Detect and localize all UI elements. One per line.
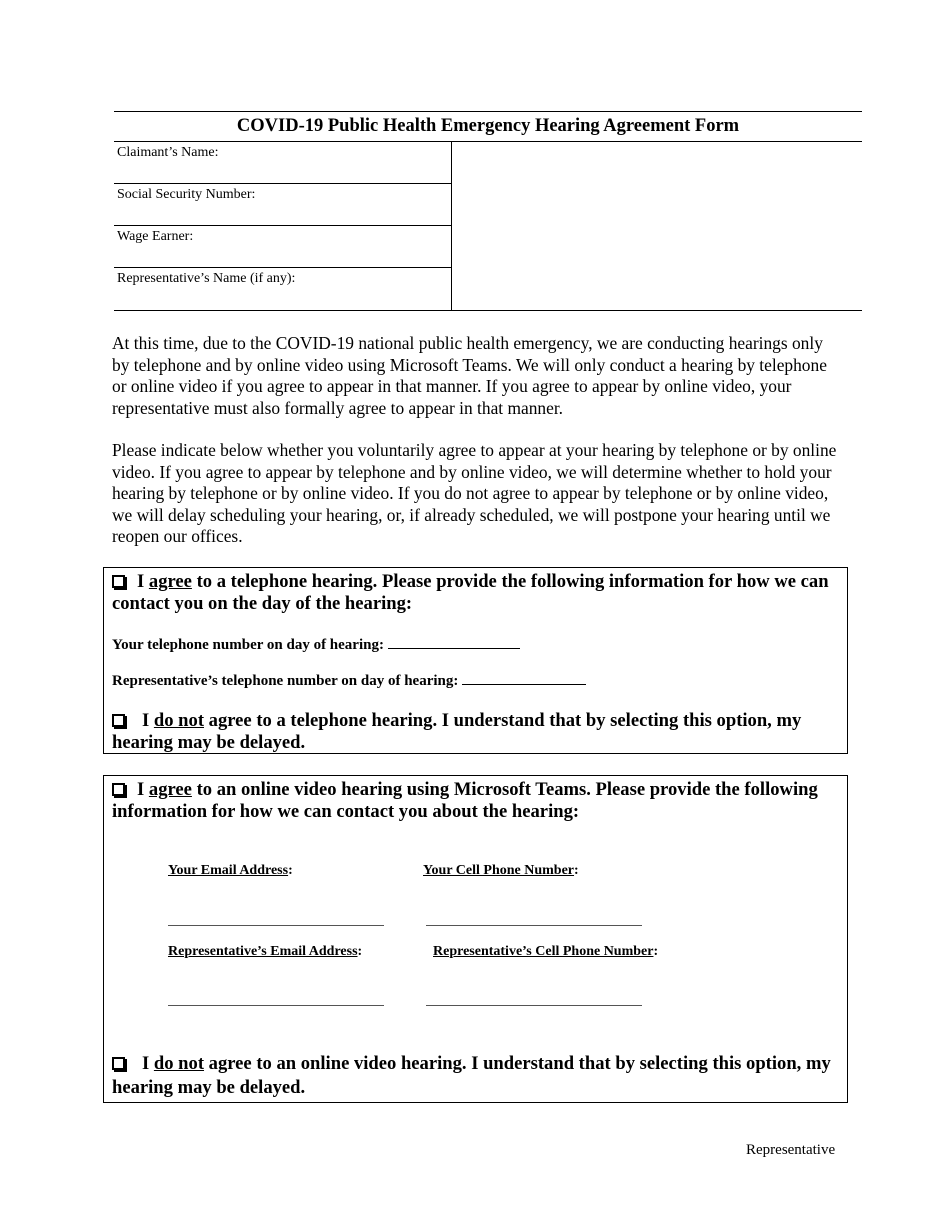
video-decline-checkbox[interactable]: [112, 1057, 125, 1070]
claimant-name-line[interactable]: [114, 183, 451, 184]
table-bottom-border: [114, 310, 862, 311]
your-cell-label-text: Your Cell Phone Number: [423, 863, 575, 878]
your-email-label-text: Your Email Address: [168, 863, 289, 878]
rep-email-label-text: Representative’s Email Address: [168, 944, 358, 959]
instructions-paragraph: Please indicate below whether you voluntarily agree to appear at your hearing by telephone or by online video. If you agree to appear by telephone and by online video, we will determine whether to hold your hearing by telephone or by online video. If you do not agree to appear by telephone or by online video, we will delay scheduling your hearing, or, if already scheduled, we will postpone your hearing until we reopen our offices.: [112, 440, 837, 546]
telephone-agree-checkbox[interactable]: [112, 575, 125, 588]
rep-cell-label-text: Representative’s Cell Phone Number: [433, 944, 654, 959]
video-agree-prefix: I: [137, 779, 149, 800]
video-decline-text: agree to an online video hearing. I understand that by selecting this option, my hearing may be delayed.: [112, 1053, 831, 1098]
wage-earner-line[interactable]: [114, 267, 451, 268]
rep-telephone-blank[interactable]: [462, 671, 586, 685]
telephone-agree-prefix: I: [137, 571, 149, 592]
form-title: COVID-19 Public Health Emergency Hearing Agreement Form: [236, 116, 740, 136]
ssn-line[interactable]: [114, 225, 451, 226]
rep-cell-label: [433, 944, 658, 960]
video-agree-option: [112, 779, 842, 823]
your-cell-colon: :: [574, 863, 579, 878]
video-decline-word: do not: [153, 1053, 205, 1074]
telephone-agree-option: [112, 571, 842, 615]
your-telephone-row: [112, 635, 520, 654]
telephone-decline-checkbox[interactable]: [112, 714, 125, 727]
video-agree-text: to an online video hearing using Microsoft Teams. Please provide the following information for how we can contact you about the hearing:: [112, 779, 818, 822]
telephone-agree-text: to a telephone hearing. Please provide the following information for how we can contact you on the day of the hearing:: [112, 571, 829, 614]
telephone-decline-text: agree to a telephone hearing. I understand that by selecting this option, my hearing may be delayed.: [112, 710, 802, 753]
telephone-decline-prefix: I: [142, 710, 154, 731]
your-cell-line[interactable]: [426, 925, 642, 926]
rep-email-colon: :: [357, 944, 363, 959]
table-column-divider: [451, 141, 452, 311]
rep-email-line[interactable]: [168, 1005, 384, 1006]
ssn-label: Social Security Number:: [117, 187, 256, 202]
footer-label: Representative: [746, 1142, 836, 1158]
title-divider: [114, 141, 862, 142]
your-email-colon: :: [288, 863, 293, 878]
telephone-agree-word: agree: [148, 571, 192, 592]
video-agree-word: agree: [148, 779, 192, 800]
video-agree-checkbox[interactable]: [112, 783, 125, 796]
table-top-border: [114, 111, 862, 112]
telephone-decline-option: [112, 710, 842, 754]
your-telephone-blank[interactable]: [388, 635, 520, 649]
intro-paragraph: At this time, due to the COVID-19 national public health emergency, we are conducting hearings only by telephone and by online video using Microsoft Teams. We will only conduct a hearing by telephone or online video if you agree to appear in that manner. If you agree to appear by online video, your representative must also formally agree to appear in that manner.: [112, 333, 827, 418]
your-cell-label: [423, 863, 579, 879]
rep-cell-line[interactable]: [426, 1005, 642, 1006]
telephone-decline-word: do not: [153, 710, 205, 731]
wage-earner-label: Wage Earner:: [117, 229, 194, 244]
your-telephone-label: Your telephone number on day of hearing:: [112, 637, 384, 653]
video-decline-option: [112, 1052, 842, 1100]
video-decline-prefix: I: [142, 1053, 154, 1074]
representative-name-label: Representative’s Name (if any):: [117, 271, 296, 286]
rep-cell-colon: :: [653, 944, 659, 959]
your-email-label: [168, 863, 293, 879]
your-email-line[interactable]: [168, 925, 384, 926]
rep-telephone-label: Representative’s telephone number on day of hearing:: [112, 673, 459, 689]
rep-telephone-row: [112, 671, 586, 690]
claimant-name-label: Claimant’s Name:: [117, 145, 219, 160]
rep-email-label: [168, 944, 362, 960]
